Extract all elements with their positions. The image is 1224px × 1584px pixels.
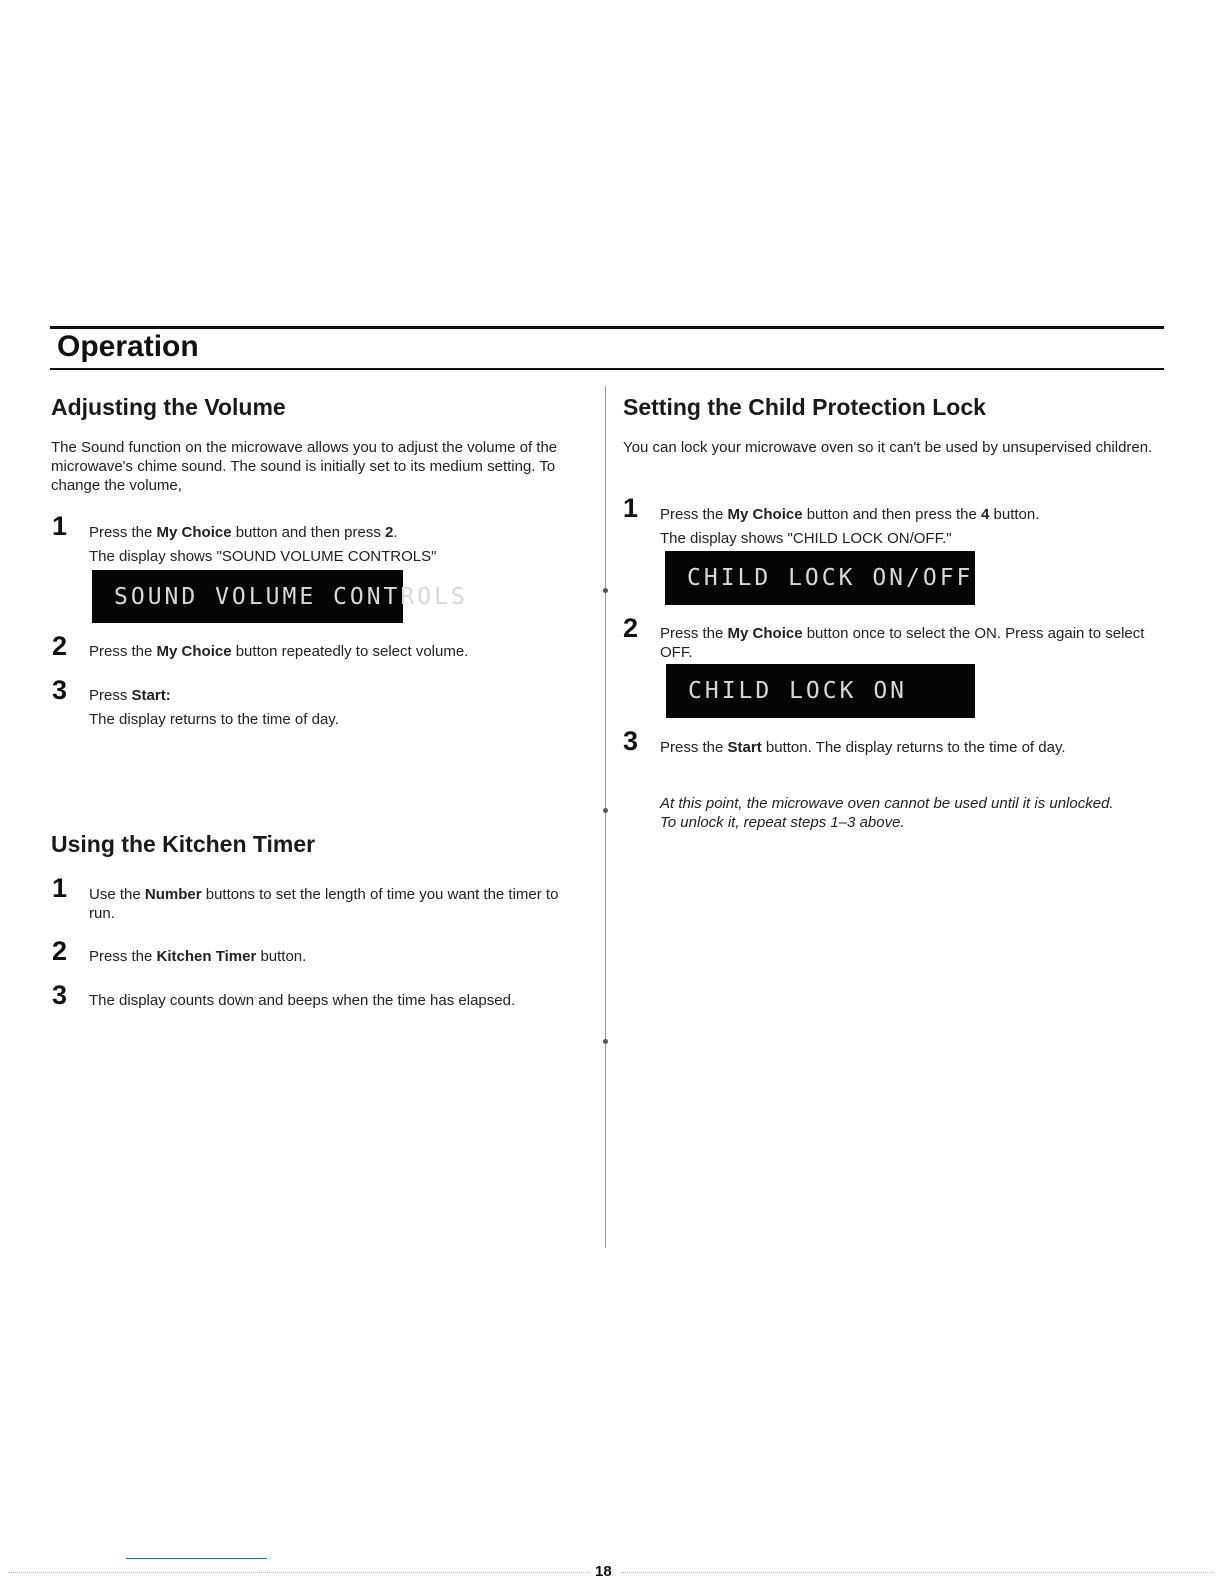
header-rule-bottom bbox=[50, 368, 1164, 370]
lock-step1-text: Press the My Choice button and then press the 4 button. bbox=[660, 506, 1040, 523]
lock-note: At this point, the microwave oven cannot be used until it is unlocked. To unlock it, repeat steps 1–3 above. bbox=[660, 795, 1114, 831]
timer-step1-text: Use the Number buttons to set the length of time you want the timer to run. bbox=[89, 886, 559, 922]
volume-step3-subtext: The display returns to the time of day. bbox=[89, 711, 339, 728]
lock-intro: You can lock your microwave oven so it can't be used by unsupervised children. bbox=[623, 439, 1153, 456]
display-child-lock-onoff: CHILD LOCK ON/OFF bbox=[665, 551, 975, 605]
volume-step1-number: 1 bbox=[52, 511, 68, 541]
header-rule-top bbox=[50, 326, 1164, 329]
section-title: Operation bbox=[57, 330, 199, 363]
timer-step2-number: 2 bbox=[52, 936, 68, 966]
timer-step1-number: 1 bbox=[52, 873, 68, 903]
footer-dotted-line-right bbox=[622, 1572, 1214, 1573]
display-sound-volume: SOUND VOLUME CONTROLS bbox=[92, 570, 403, 623]
timer-heading: Using the Kitchen Timer bbox=[51, 831, 316, 857]
timer-step2-text: Press the Kitchen Timer button. bbox=[89, 948, 307, 965]
lock-heading: Setting the Child Protection Lock bbox=[623, 394, 986, 420]
lock-step2-text: Press the My Choice button once to select the ON. Press again to select OFF. bbox=[660, 625, 1145, 661]
page-number: 18 bbox=[595, 1563, 612, 1580]
volume-step3-text: Press Start: bbox=[89, 687, 171, 704]
footer-dotted-line-left bbox=[8, 1572, 590, 1573]
lock-step3-text: Press the Start button. The display returns to the time of day. bbox=[660, 739, 1066, 756]
volume-step1-text: Press the My Choice button and then press 2. bbox=[89, 524, 398, 541]
footer-blue-rule bbox=[126, 1558, 267, 1559]
volume-step2-number: 2 bbox=[52, 631, 68, 661]
divider-dot bbox=[603, 1039, 608, 1044]
timer-step3-text: The display counts down and beeps when the time has elapsed. bbox=[89, 992, 516, 1009]
divider-dot bbox=[603, 588, 608, 593]
lock-step1-subtext: The display shows "CHILD LOCK ON/OFF." bbox=[660, 530, 952, 547]
volume-intro: The Sound function on the microwave allows you to adjust the volume of the microwave's chime sound. The sound is initially set to its medium setting. To change the volume, bbox=[51, 439, 558, 494]
lock-step3-number: 3 bbox=[623, 726, 639, 756]
display-child-lock-on: CHILD LOCK ON bbox=[666, 664, 975, 718]
volume-step1-subtext: The display shows "SOUND VOLUME CONTROLS" bbox=[89, 548, 437, 565]
timer-step3-number: 3 bbox=[52, 980, 68, 1010]
divider-dot bbox=[603, 808, 608, 813]
volume-step3-number: 3 bbox=[52, 675, 68, 705]
volume-heading: Adjusting the Volume bbox=[51, 394, 286, 420]
lock-step1-number: 1 bbox=[623, 493, 639, 523]
volume-step2-text: Press the My Choice button repeatedly to select volume. bbox=[89, 643, 469, 660]
lock-step2-number: 2 bbox=[623, 613, 639, 643]
column-divider bbox=[605, 386, 606, 1248]
